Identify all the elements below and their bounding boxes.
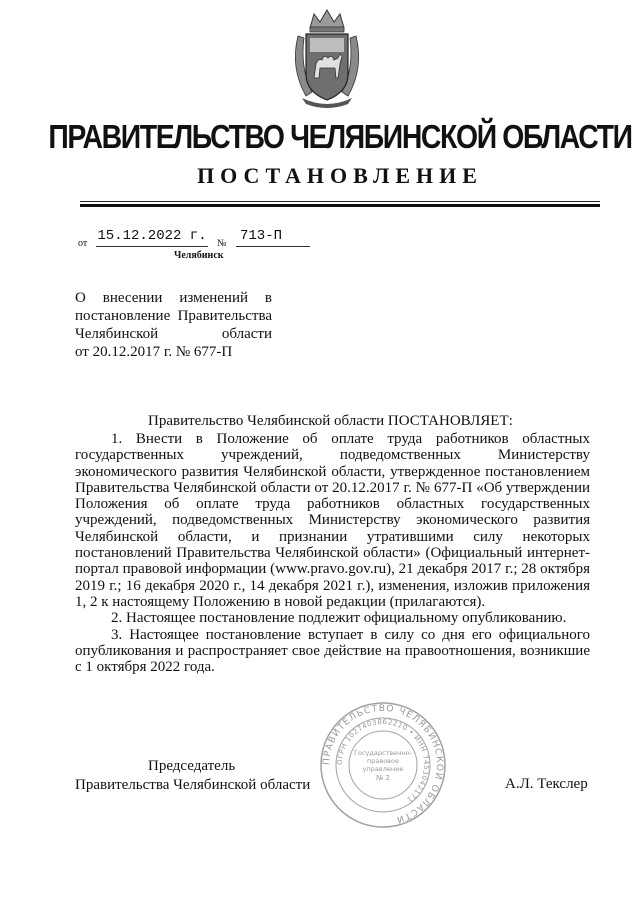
position-line-2: Правительства Челябинской области xyxy=(75,777,311,793)
header-divider-thin xyxy=(80,201,600,202)
stamp-inner-text: ОГРН 1027403862210 • ИНН 7453042171 xyxy=(335,717,431,804)
document-subject xyxy=(75,289,272,361)
number-label: № xyxy=(217,238,227,249)
subject-line: О внесении изменений в xyxy=(75,290,272,306)
city-name: Челябинск xyxy=(174,250,224,261)
paragraph-1: 1. Внести в Положение об оплате труда работников областных государственных учреждений, подведомственных Министерству экономического развития Челябинской области, утвержденное постановлением Правительства Челябинской области от 20.12.2017 г. № 677-П «Об утверждении Положения об оплате труда работников областных государственных учреждений, подведомственных Министерству экономического развития Челябинской области, и признании утратившими силу некоторых постановлений Правительства Челябинской области» (Официальный интернет-портал правовой информации (www.pravo.gov.ru), 21 декабря 2017 г.; 28 октября 2019 г.; 16 декабря 2020 г., 14 декабря 2021 г.), изменения, изложив приложения 1, 2 к настоящему Положению в новой редакции (прилагаются). xyxy=(75,431,590,610)
signatory-position xyxy=(75,757,315,795)
stamp-center-line: № 2 xyxy=(376,774,390,782)
coat-of-arms-icon xyxy=(288,8,366,110)
stamp-center-line: правовое xyxy=(367,757,399,765)
position-line-1: Председатель xyxy=(148,758,236,774)
subject-line: от 20.12.2017 г. № 677-П xyxy=(75,344,233,360)
document-date: 15.12.2022 г. xyxy=(96,228,208,247)
date-label: от xyxy=(78,238,88,249)
stamp-outer-text: ПРАВИТЕЛЬСТВО ЧЕЛЯБИНСКОЙ ОБЛАСТИ xyxy=(321,703,445,825)
signatory-name: А.Л. Текслер xyxy=(505,776,588,792)
document-body xyxy=(75,431,590,675)
document-type: ПОСТАНОВЛЕНИЕ xyxy=(197,163,483,188)
header-divider-thick xyxy=(80,204,600,207)
paragraph-3: 3. Настоящее постановление вступает в силу со дня его официального опубликования и распространяет свое действие на правоотношения, возникшие с 1 октября 2022 года. xyxy=(75,626,590,676)
stamp-center-line: Государственно- xyxy=(354,749,412,757)
subject-line: постановление Правительства xyxy=(75,308,272,324)
stamp-center-line: управление xyxy=(362,765,404,773)
official-stamp xyxy=(318,700,448,830)
government-title: ПРАВИТЕЛЬСТВО ЧЕЛЯБИНСКОЙ ОБЛАСТИ xyxy=(48,118,632,155)
resolution-intro: Правительство Челябинской области ПОСТАНОВЛЯЕТ: xyxy=(148,413,513,429)
subject-line: Челябинской области xyxy=(75,326,272,342)
paragraph-2: 2. Настоящее постановление подлежит официальному опубликованию. xyxy=(111,610,567,627)
document-number: 713-П xyxy=(236,228,310,247)
